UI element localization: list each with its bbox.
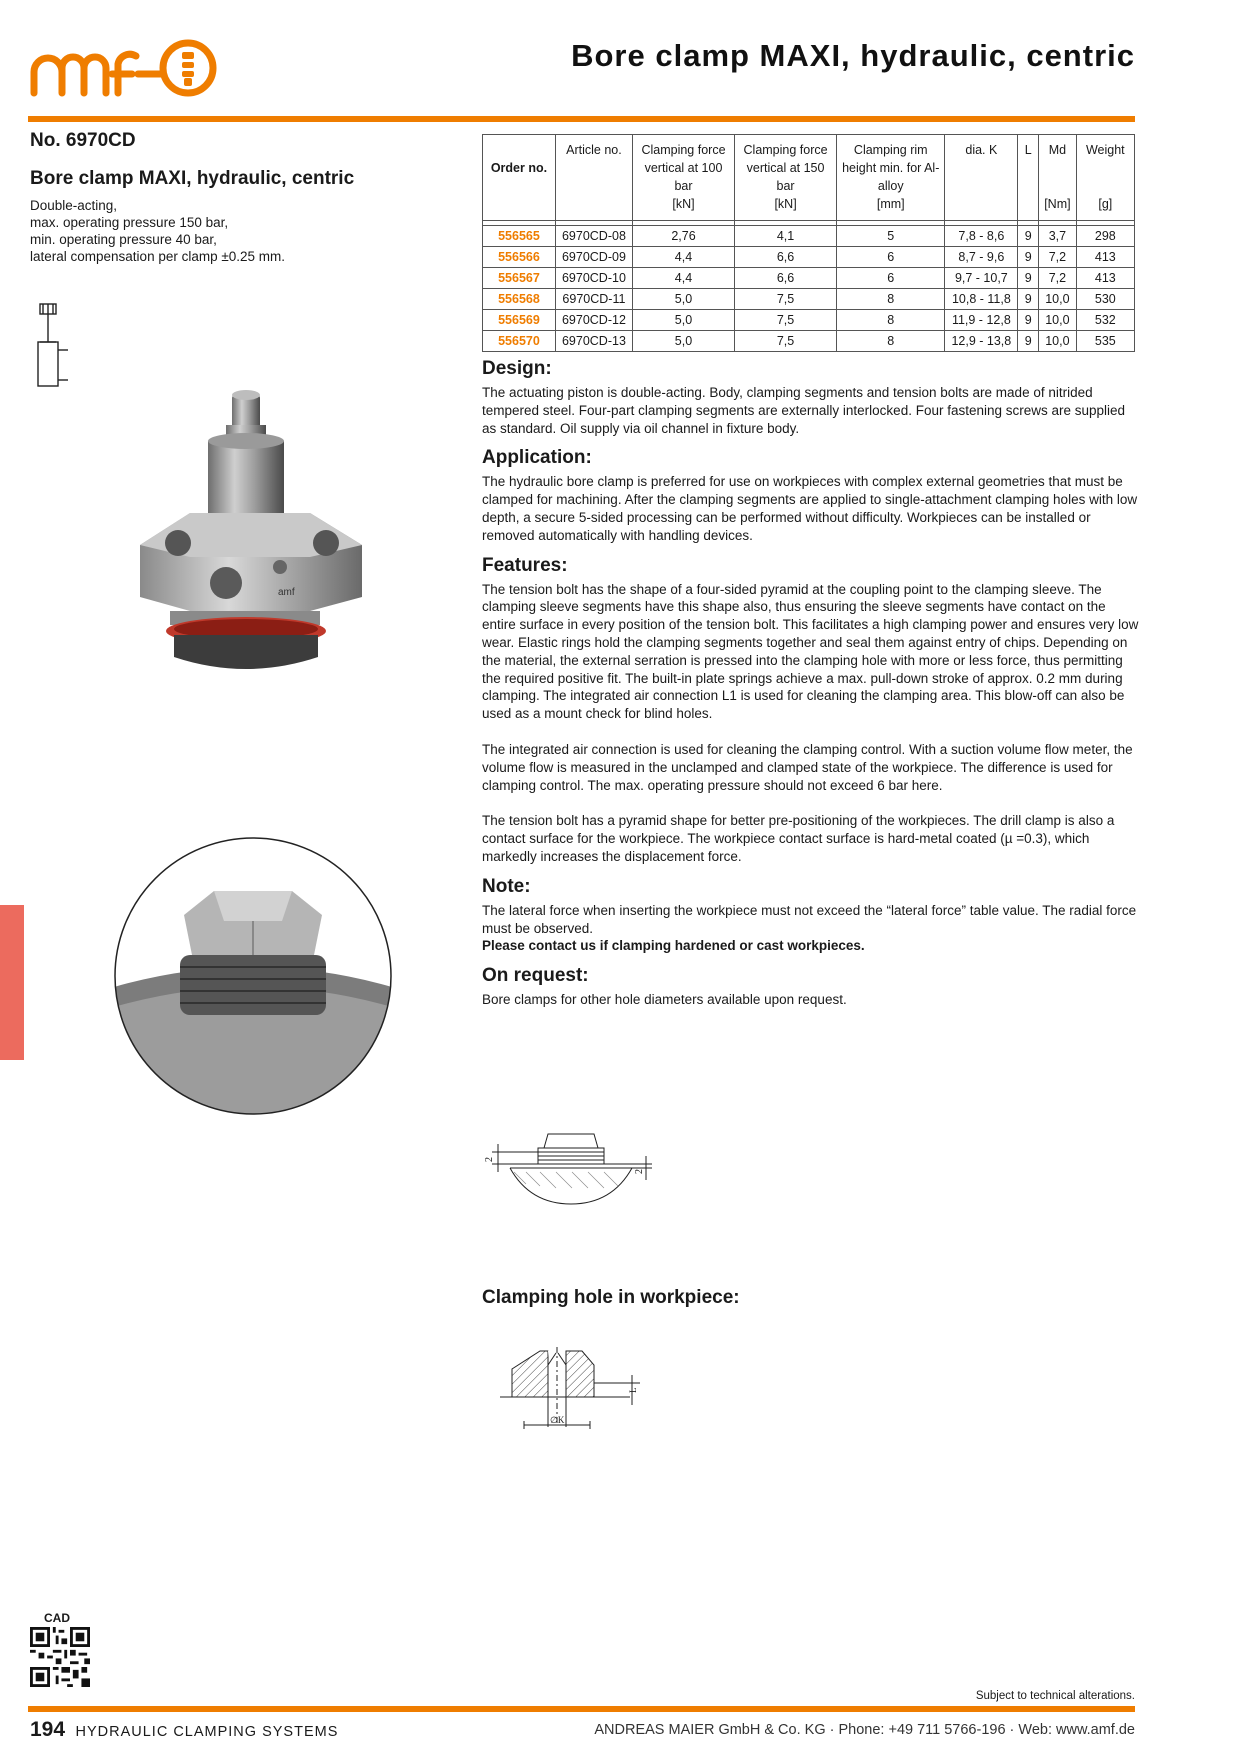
- on-request-text: Bore clamps for other hole diameters available upon request.: [482, 992, 847, 1008]
- table-cell: 413: [1076, 247, 1134, 268]
- table-cell: 535: [1076, 331, 1134, 352]
- table-cell: 10,0: [1039, 310, 1076, 331]
- table-cell: 6,6: [735, 268, 837, 289]
- chapter-tab: [0, 905, 24, 1060]
- col-md: Md [Nm]: [1039, 135, 1076, 221]
- table-cell: 7,5: [735, 331, 837, 352]
- table-cell: 10,8 - 11,8: [945, 289, 1018, 310]
- col-dia-k: dia. K: [945, 135, 1018, 221]
- table-row: [483, 226, 1135, 247]
- table-cell: 10,0: [1039, 331, 1076, 352]
- col-force-100: Clamping force vertical at 100 bar [kN]: [632, 135, 734, 221]
- on-request-heading: On request:: [482, 965, 589, 987]
- table-cell: 4,4: [632, 268, 734, 289]
- description: [482, 358, 1142, 1009]
- design-text: The actuating piston is double-acting. Body, clamping segments and tension bolts are made of nitrided tempered steel. Four-part clamping segments are externally interlocked. Four fastening screws are supplied as standard. Oil supply via oil channel in fixture body.: [482, 385, 1126, 436]
- table-cell: 5,0: [632, 331, 734, 352]
- table-cell: 7,5: [735, 310, 837, 331]
- table-cell: 298: [1076, 226, 1134, 247]
- note-bold-text: Please contact us if clamping hardened or cast workpieces.: [482, 938, 865, 954]
- order-number-link[interactable]: 556565: [483, 226, 556, 247]
- header-rule: [28, 116, 1135, 122]
- spec-line: max. operating pressure 150 bar,: [30, 215, 229, 230]
- table-cell: 10,0: [1039, 289, 1076, 310]
- product-name: Bore clamp MAXI, hydraulic, centric: [30, 168, 355, 189]
- col-rim-height: Clamping rim height min. for Al-alloy [mm]: [837, 135, 945, 221]
- note-block: [482, 902, 1142, 955]
- table-cell: 9: [1018, 289, 1039, 310]
- application-text: The hydraulic bore clamp is preferred for use on workpieces with complex external geometries that must be clamped for machining. After the clamping segments are applied to single-attachment clamping holes with low depth, a secure 5-sided processing can be performed without difficulty. Workpieces can be installed or removed automatically with handling devices.: [482, 474, 1138, 543]
- table-cell: 9,7 - 10,7: [945, 268, 1018, 289]
- table-cell: 2,76: [632, 226, 734, 247]
- detail-photo: [114, 837, 392, 1115]
- clamping-hole-drawing: [500, 1345, 660, 1435]
- table-cell: 530: [1076, 289, 1134, 310]
- table-cell: 6970CD-08: [555, 226, 632, 247]
- spec-list: [30, 197, 450, 265]
- table-row: [483, 331, 1135, 352]
- table-cell: 12,9 - 13,8: [945, 331, 1018, 352]
- table-cell: 8: [837, 331, 945, 352]
- clamp-drawing: [482, 1122, 662, 1212]
- amf-logo: [28, 38, 224, 98]
- article-table: [482, 134, 1135, 352]
- clamping-hole-heading: Clamping hole in workpiece:: [482, 1287, 740, 1308]
- table-row: [483, 268, 1135, 289]
- table-cell: 8: [837, 310, 945, 331]
- table-row: [483, 289, 1135, 310]
- order-number-link[interactable]: 556566: [483, 247, 556, 268]
- table-cell: 11,9 - 12,8: [945, 310, 1018, 331]
- table-cell: 4,1: [735, 226, 837, 247]
- page-title: Bore clamp MAXI, hydraulic, centric: [571, 38, 1135, 73]
- table-cell: 7,5: [735, 289, 837, 310]
- subject-note: Subject to technical alterations.: [975, 1690, 1135, 1702]
- table-row: [483, 310, 1135, 331]
- hydraulic-symbol-icon: [32, 302, 72, 388]
- dimension-label: L: [628, 1387, 638, 1393]
- table-cell: 7,8 - 8,6: [945, 226, 1018, 247]
- table-cell: 6,6: [735, 247, 837, 268]
- table-cell: 7,2: [1039, 247, 1076, 268]
- dimension-label: 2: [484, 1157, 495, 1162]
- table-cell: 6: [837, 268, 945, 289]
- footer-rule: [28, 1706, 1135, 1712]
- cad-label: CAD: [44, 1611, 70, 1625]
- spec-line: lateral compensation per clamp ±0.25 mm.: [30, 249, 286, 264]
- qr-code-icon[interactable]: [30, 1627, 90, 1687]
- col-order-no: Order no.: [483, 135, 556, 221]
- dimension-label: ∅K: [550, 1415, 565, 1425]
- product-summary: [30, 130, 450, 265]
- article-number: No. 6970CD: [30, 130, 136, 151]
- table-cell: 532: [1076, 310, 1134, 331]
- page-number: 194: [30, 1718, 66, 1741]
- table-cell: 9: [1018, 226, 1039, 247]
- application-heading: Application:: [482, 447, 592, 469]
- table-cell: 6970CD-13: [555, 331, 632, 352]
- svg-text:amf: amf: [278, 587, 295, 598]
- note-heading: Note:: [482, 875, 531, 897]
- features-text: The integrated air connection is used for cleaning the clamping control. With a suction volume flow meter, the volume flow is measured in the unclamped and clamped state of the workpiece. The difference is used for clamping control. The max. operating pressure should not exceed 6 bar here.: [482, 741, 1133, 793]
- table-cell: 7,2: [1039, 268, 1076, 289]
- table-cell: 3,7: [1039, 226, 1076, 247]
- spec-line: min. operating pressure 40 bar,: [30, 232, 217, 247]
- order-number-link[interactable]: 556569: [483, 310, 556, 331]
- order-number-link[interactable]: 556568: [483, 289, 556, 310]
- company-info: ANDREAS MAIER GmbH & Co. KG · Phone: +49 711 5766-196 · Web: www.amf.de: [594, 1722, 1135, 1738]
- section-name: HYDRAULIC CLAMPING SYSTEMS: [75, 1724, 339, 1740]
- table-cell: 6970CD-10: [555, 268, 632, 289]
- table-cell: 5,0: [632, 310, 734, 331]
- col-weight: Weight [g]: [1076, 135, 1134, 221]
- order-number-link[interactable]: 556570: [483, 331, 556, 352]
- table-cell: 9: [1018, 310, 1039, 331]
- table-cell: 413: [1076, 268, 1134, 289]
- product-photo: [130, 385, 370, 685]
- col-force-150: Clamping force vertical at 150 bar [kN]: [735, 135, 837, 221]
- note-text: The lateral force when inserting the workpiece must not exceed the “lateral force” table value. The radial force must be observed.: [482, 902, 1137, 936]
- features-heading: Features:: [482, 554, 568, 576]
- col-l: L: [1018, 135, 1039, 221]
- features-text: The tension bolt has a pyramid shape for better pre-positioning of the workpieces. The drill clamp is also a contact surface for the workpiece. The workpiece contact surface is hard-metal coated (µ =0.3), which markedly increases the displacement force.: [482, 813, 1115, 864]
- design-heading: Design:: [482, 358, 552, 379]
- dimension-label: 2: [634, 1169, 645, 1174]
- footer-left: [30, 1718, 338, 1742]
- features-text: The tension bolt has the shape of a four-sided pyramid at the coupling point to the clamping sleeve. The clamping sleeve segments have this shape also, thus ensuring the sleeve segments have contact on the entire surface in every position of the tension bolt. This facilitates a high clamping power and ensures very low wear. Elastic rings hold the clamping segments together and seal them against entry of chips. Depending on the material, the external serration is pressed into the clamping hole with more or less force, thus permitting the required positive fit. The built-in plate springs achieve a max. pull-down stroke of approx. 0.2 mm during clamping. The integrated air connection L1 is used for cleaning the clamping area. This blow-off can also be used as a mount check for blind holes.: [482, 581, 1139, 722]
- table-cell: 8,7 - 9,6: [945, 247, 1018, 268]
- spec-line: Double-acting,: [30, 198, 118, 213]
- table-cell: 6970CD-09: [555, 247, 632, 268]
- table-cell: 8: [837, 289, 945, 310]
- table-cell: 4,4: [632, 247, 734, 268]
- table-cell: 5,0: [632, 289, 734, 310]
- col-article-no: Article no.: [555, 135, 632, 221]
- table-cell: 5: [837, 226, 945, 247]
- order-number-link[interactable]: 556567: [483, 268, 556, 289]
- table-cell: 6: [837, 247, 945, 268]
- table-cell: 6970CD-12: [555, 310, 632, 331]
- table-row: [483, 247, 1135, 268]
- table-cell: 9: [1018, 268, 1039, 289]
- table-header-row: [483, 135, 1135, 221]
- table-cell: 9: [1018, 331, 1039, 352]
- table-cell: 9: [1018, 247, 1039, 268]
- table-cell: 6970CD-11: [555, 289, 632, 310]
